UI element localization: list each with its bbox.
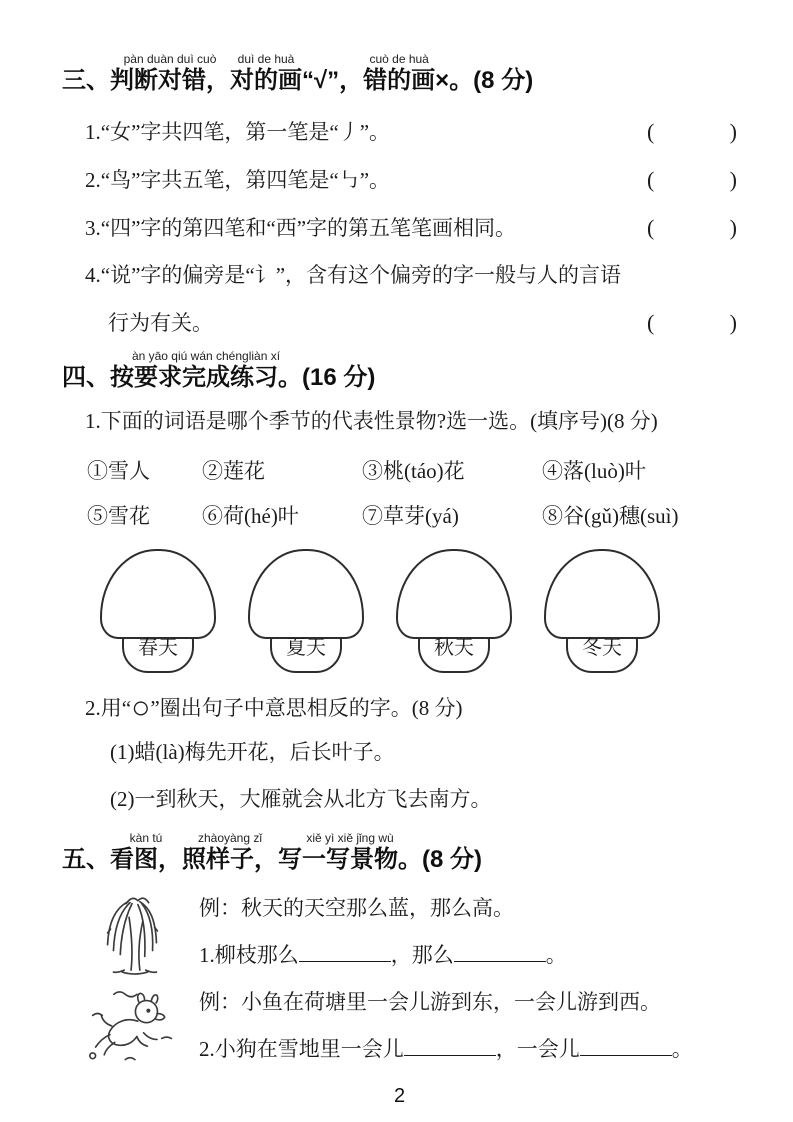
heading-part: (8 分) <box>422 846 482 873</box>
sentence-part: 2.小狗在雪地里一会儿 <box>199 1037 404 1061</box>
willow-tree-drawing <box>89 888 177 976</box>
heading-part: zhàoyàng zǐ 照样子， <box>182 831 278 873</box>
heading-part: duì de huà 对的画 <box>230 52 302 94</box>
season-label: 夏天 <box>286 637 326 659</box>
answer-blank <box>580 1053 672 1056</box>
section-5-heading <box>62 831 737 875</box>
section-judge <box>62 52 737 347</box>
running-dog-drawing <box>85 986 181 1066</box>
example-row-dog <box>85 979 737 1073</box>
answer-parens <box>647 108 737 155</box>
mushroom-summer <box>247 549 365 671</box>
paren-open: ( <box>647 310 655 335</box>
mushroom-cap <box>396 549 512 639</box>
mushroom-autumn <box>395 549 513 671</box>
section-4-heading <box>62 349 737 393</box>
example-text-block <box>199 979 693 1073</box>
season-label: 秋天 <box>434 637 474 659</box>
circle-sub-item-2: (2)一到秋天，大雁就会从北方飞去南方。 <box>110 787 492 811</box>
fill-in-sentence-2 <box>199 1026 693 1073</box>
judge-item-2 <box>85 156 737 204</box>
example-row-willow <box>85 885 737 979</box>
season-question-text: 1.下面的词语是哪个季节的代表性景物?选一选。(填序号)(8 分) <box>85 409 658 433</box>
heading-part: cuò de huà 错的画 <box>363 52 436 94</box>
mushroom-winter <box>543 549 661 671</box>
choice-fallen-leaves: ④落(luò)叶 <box>542 459 646 483</box>
sentence-part: 。 <box>671 1037 693 1061</box>
running-dog-image <box>85 986 181 1066</box>
judge-item-text: 3.“四”字的第四笔和“西”字的第五笔笔画相同。 <box>85 216 517 240</box>
mushroom-cap <box>100 549 216 639</box>
sentence-part: ，那么 <box>390 943 454 967</box>
circle-glyph: ○ <box>131 689 151 725</box>
heading-part: àn yāo qiú wán chéngliàn xí 按要求完成练习。 <box>110 349 302 391</box>
circle-question-post: ”圈出句子中意思相反的字。(8 分) <box>150 696 463 720</box>
answer-blank <box>404 1053 496 1056</box>
judge-item-list <box>62 108 737 347</box>
judge-item-1 <box>85 108 737 156</box>
choice-lotus-flower: ②莲花 <box>202 459 265 483</box>
willow-tree-image <box>85 888 181 976</box>
practice-list <box>62 399 737 443</box>
example-sentence: 例：小鱼在荷塘里一会儿游到东，一会儿游到西。 <box>199 990 661 1014</box>
page-number: 2 <box>393 1085 406 1107</box>
heading-part: ×。(8 分) <box>435 67 534 94</box>
paren-close: ) <box>729 119 737 144</box>
answer-parens <box>647 156 737 203</box>
word-choices <box>87 449 737 539</box>
season-label: 春天 <box>138 637 178 659</box>
judge-item-text-continued: 行为有关。 <box>108 311 213 335</box>
mushroom-spring <box>99 549 217 671</box>
heading-part: 五、 <box>62 846 110 873</box>
answer-blank <box>454 959 546 962</box>
choice-snowman: ①雪人 <box>87 459 150 483</box>
mushroom-cap <box>544 549 660 639</box>
judge-item-text: 2.“鸟”字共五笔，第四笔是“㇉”。 <box>85 168 391 192</box>
judge-item-text: 4.“说”字的偏旁是“讠”，含有这个偏旁的字一般与人的言语 <box>85 263 622 287</box>
answer-parens <box>647 299 737 346</box>
choice-grass-sprout: ⑦草芽(yá) <box>362 504 459 528</box>
judge-item-4-continuation <box>85 299 737 347</box>
mushroom-cap <box>248 549 364 639</box>
judge-item-4 <box>85 252 737 347</box>
section-3-heading <box>62 52 737 96</box>
sentence-part: 1.柳枝那么 <box>199 943 299 967</box>
judge-item-3 <box>85 204 737 252</box>
heading-part: 三、 <box>62 67 110 94</box>
season-label: 冬天 <box>582 637 622 659</box>
answer-parens <box>647 204 737 251</box>
heading-part: xiě yì xiě jǐng wù 写一写景物。 <box>278 831 422 873</box>
heading-part: (16 分) <box>302 364 376 391</box>
sentence-part: 。 <box>545 943 567 967</box>
choice-peach-blossom: ③桃(táo)花 <box>362 459 465 483</box>
paren-close: ) <box>729 310 737 335</box>
paren-open: ( <box>647 215 655 240</box>
judge-item-text: 1.“女”字共四笔，第一笔是“丿”。 <box>85 120 391 144</box>
circle-question-text <box>85 687 737 729</box>
paren-open: ( <box>647 119 655 144</box>
example-text-block <box>199 885 567 979</box>
example-sentence: 例：秋天的天空那么蓝，那么高。 <box>199 896 514 920</box>
circle-question-pre: 2.用“ <box>85 696 132 720</box>
season-mushrooms <box>99 549 737 671</box>
heading-part: 四、 <box>62 364 110 391</box>
choice-lotus-leaf: ⑥荷(hé)叶 <box>202 504 299 528</box>
circle-question <box>62 687 737 823</box>
section-practice <box>62 349 737 823</box>
choice-snowflake: ⑤雪花 <box>87 504 150 528</box>
heading-part: “√”， <box>302 67 364 94</box>
answer-blank <box>299 959 391 962</box>
paren-close: ) <box>729 167 737 192</box>
circle-sub-item-1: (1)蜡(là)梅先开花，后长叶子。 <box>110 740 395 764</box>
paren-open: ( <box>647 167 655 192</box>
section-writing <box>62 831 737 1073</box>
fill-in-sentence-1 <box>199 932 567 979</box>
heading-part: pàn duàn duì cuò 判断对错， <box>110 52 230 94</box>
heading-part: kàn tú 看图， <box>110 831 182 873</box>
paren-close: ) <box>729 215 737 240</box>
sentence-part: ，一会儿 <box>495 1037 580 1061</box>
choice-grain-ear: ⑧谷(gǔ)穗(suì) <box>542 504 679 528</box>
